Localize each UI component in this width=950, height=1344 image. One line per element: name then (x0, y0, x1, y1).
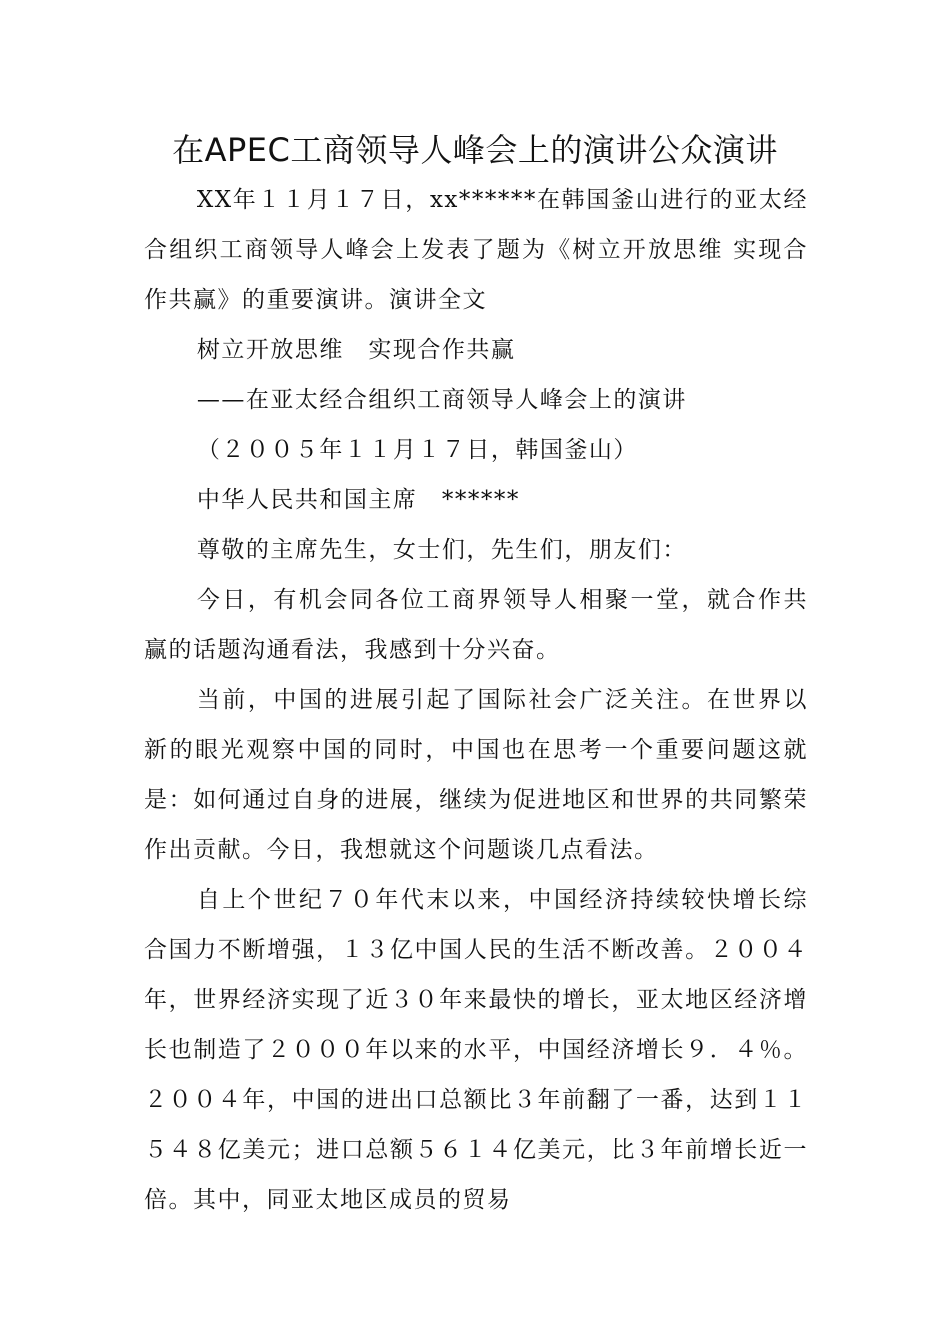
document-body (144, 175, 808, 1225)
speaker-line: 中华人民共和国主席 ****** (196, 487, 520, 513)
document-title: 在APEC工商领导人峰会上的演讲公众演讲 (172, 131, 778, 169)
salutation: 尊敬的主席先生，女士们，先生们，朋友们： (196, 537, 687, 563)
paragraph: 自上个世纪７０年代末以来，中国经济持续较快增长综合国力不断增强，１３亿中国人民的生活不断改善。２００４年，世界经济实现了近３０年来最快的增长，亚太地区经济增长也制造了２０００年以来的水平，中国经济增长９．４％。２００４年，中国的进出口总额比３年前翻了一番，达到１１５４８亿美元；进口总额５６１４亿美元，比３年前增长近一倍。其中，同亚太地区成员的贸易 (144, 887, 808, 1213)
speech-title: 树立开放思维 实现合作共赢 (196, 337, 516, 363)
paragraph: 今日，有机会同各位工商界领导人相聚一堂，就合作共赢的话题沟通看法，我感到十分兴奋。 (144, 587, 808, 663)
speech-date-location: （２００５年１１月１７日，韩国釜山） (196, 437, 638, 463)
paragraph-intro: XX年１１月１７日，xx******在韩国釜山进行的亚太经合组织工商领导人峰会上发表了题为《树立开放思维 实现合作共赢》的重要演讲。演讲全文 (144, 187, 808, 313)
speech-subtitle: ——在亚太经合组织工商领导人峰会上的演讲 (196, 387, 687, 413)
paragraph: 当前，中国的进展引起了国际社会广泛关注。在世界以新的眼光观察中国的同时，中国也在思考一个重要问题这就是：如何通过自身的进展，继续为促进地区和世界的共同繁荣作出贡献。今日，我想就这个问题谈几点看法。 (144, 687, 808, 863)
